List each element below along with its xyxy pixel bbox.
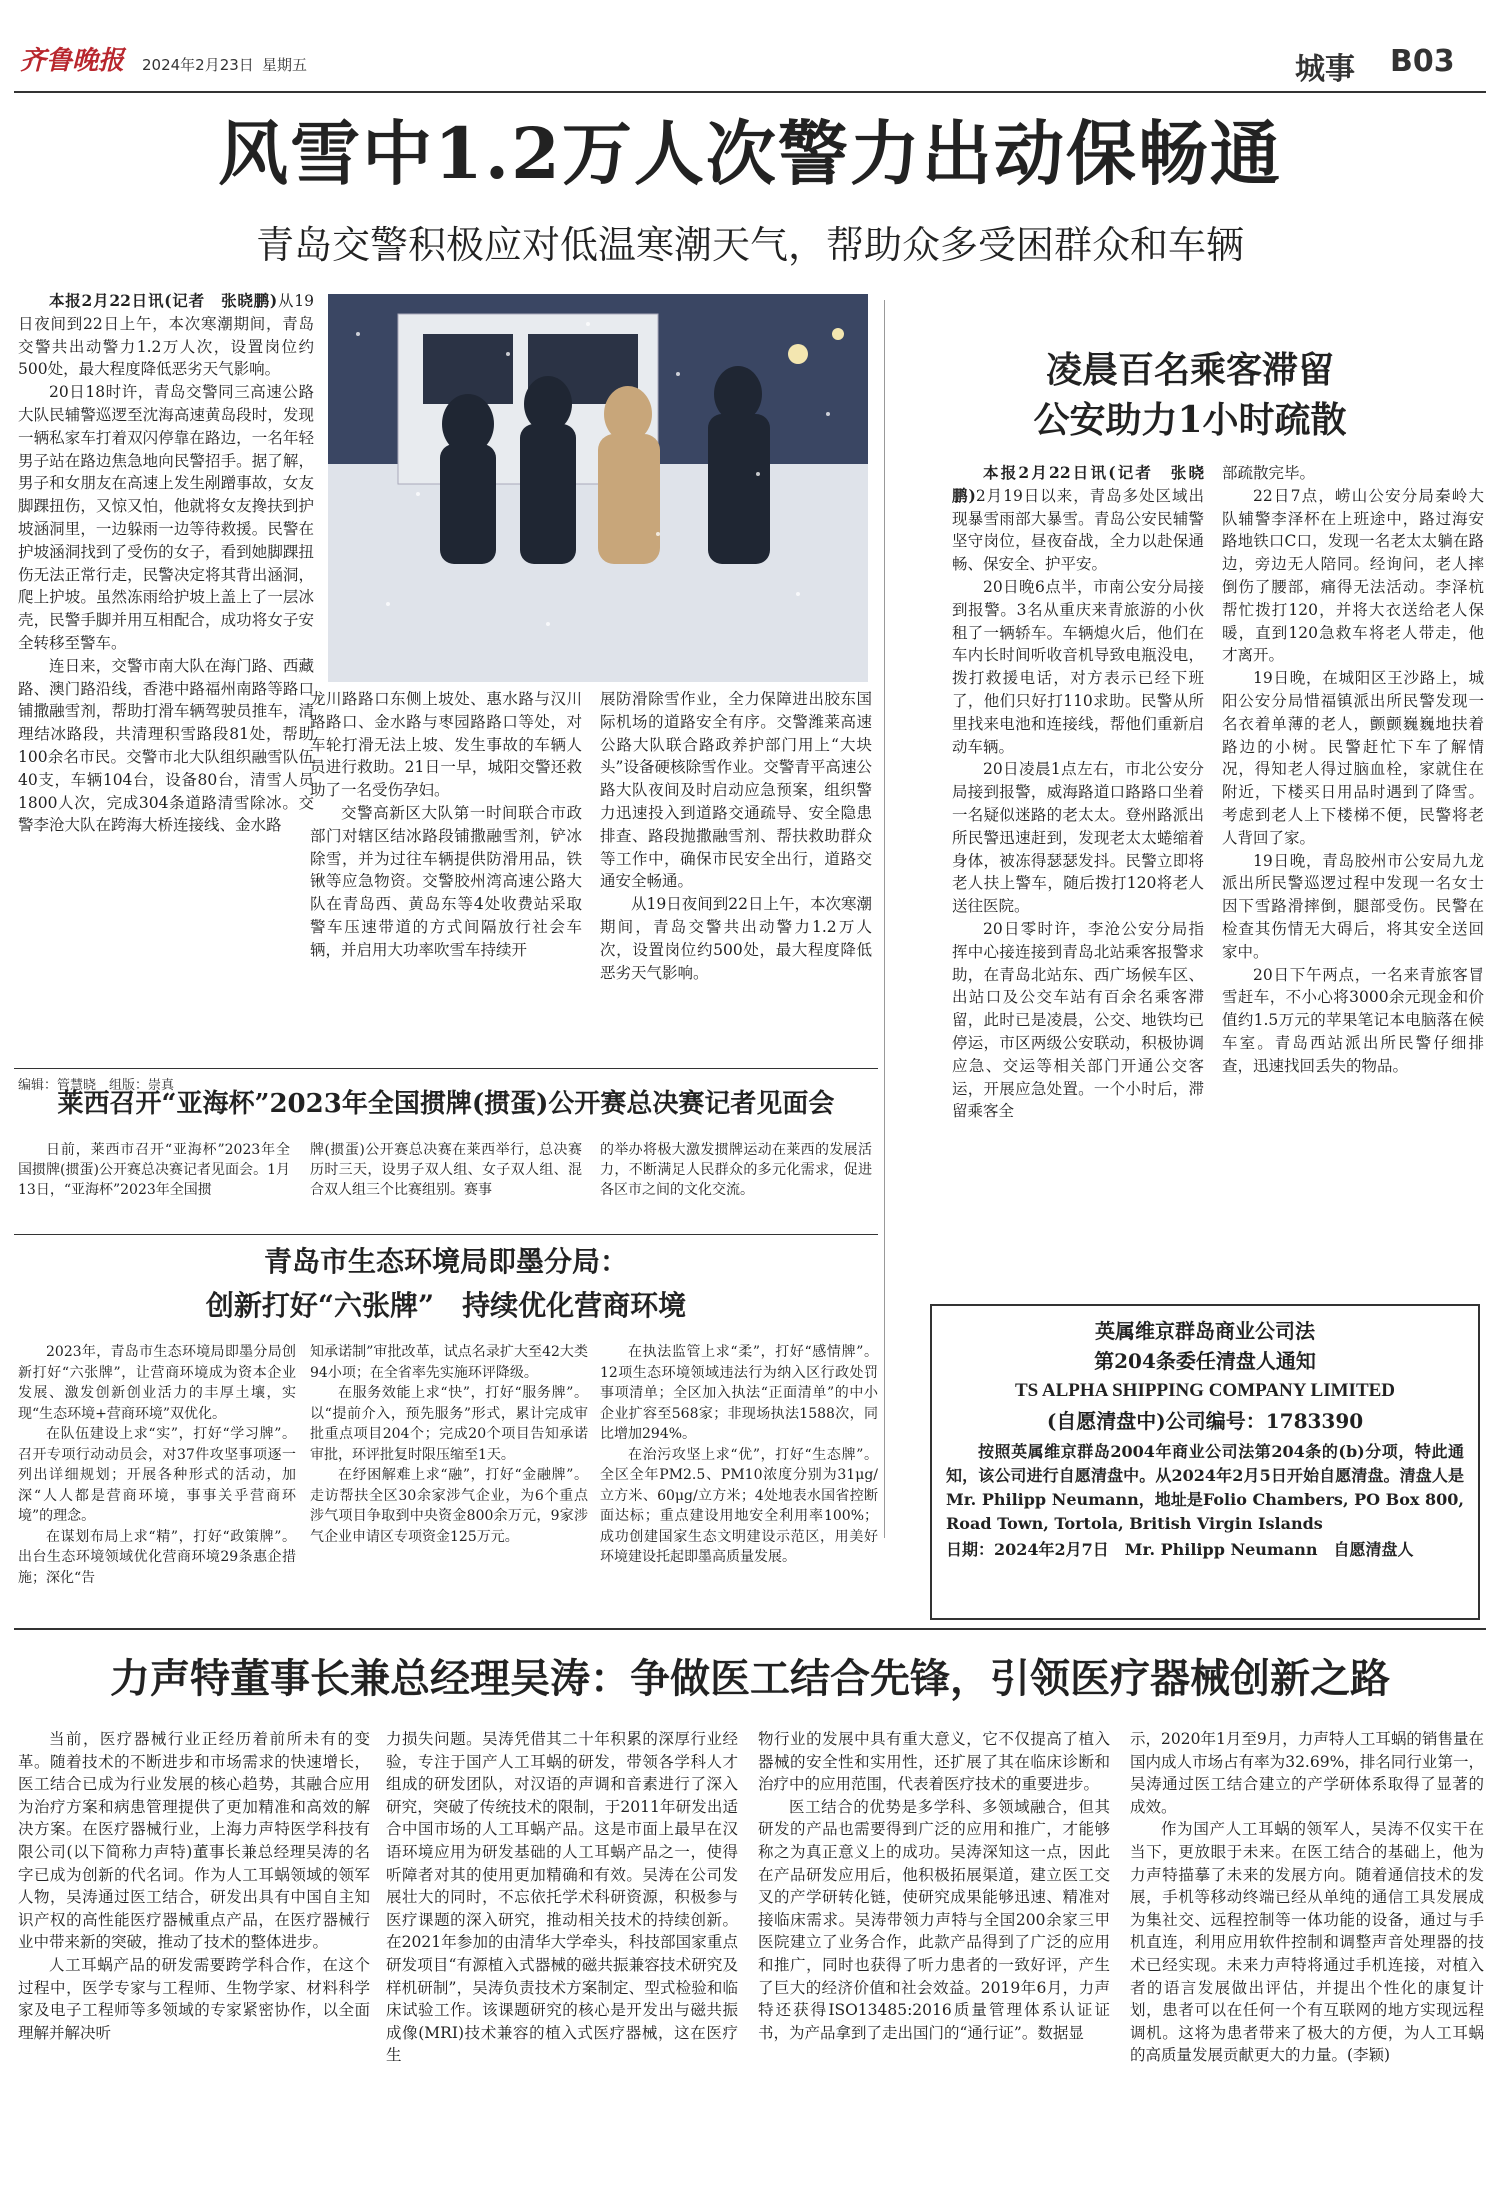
paragraph: 19日晚，在城阳区王沙路上，城阳公安分局惜福镇派出所民警发现一名衣着单薄的老人，颤颤巍巍地扶着路边的小树。民警赶忙下车了解情况，得知老人得过脑血栓，家就住在附近，下楼买日用品时遇到了降雪。考虑到老人上下楼梯不便，民警将老人背回了家。: [1222, 669, 1484, 847]
side-headline-line1: 凌晨百名乘客滞留: [1045, 349, 1334, 391]
paragraph: 交警高新区大队第一时间联合市政部门对辖区结冰路段铺撒融雪剂，铲冰除雪，并为过往车辆提供防滑用品，铁锹等应急物资。交警胶州湾高速公路大队在青岛西、黄岛东等4处收费站采取警车压速带道的方式间隔放行社会车辆，并启用大功率吹雪车持续开: [310, 803, 582, 959]
paragraph: 2023年，青岛市生态环境局即墨分局创新打好“六张牌”，让营商环境成为资本企业发展、激发创新创业活力的丰厚土壤，实现“生态环境+营商环境”双优化。: [18, 1344, 296, 1422]
main-story-lead: 从19日夜间到22日上午，本次寒潮期间，青岛交警共出动警力1.2万人次，设置岗位约500处，最大程度降低恶劣天气影响。: [18, 292, 314, 379]
side-headline-line2: 公安助力1小时疏散: [1033, 399, 1347, 441]
paragraph: 龙川路路口东侧上坡处、惠水路与汉川路路口、金水路与枣园路路口等处，对车轮打滑无法上坡、发生事故的车辆人员进行救助。21日一早，城阳交警还救助了一名受伤孕妇。: [310, 690, 582, 800]
lisheng-col1: [18, 1728, 370, 2198]
masthead-rule: [14, 91, 1486, 93]
paragraph: 20日零时许，李沧公安分局指挥中心接连接到青岛北站乘客报警求助，在青岛北站东、西广场候车区、出站口及公交车站有百余名乘客滞留，此时已是凌晨，公交、地铁均已停运，市区两级公安联动，积极协调应急、交运等相关部门开通公交客运，开展应急处置。一个小时后，滞留乘客全: [952, 919, 1204, 1121]
side-story-lead: 2月19日以来，青岛多处区域出现暴雪雨部大暴雪。青岛公安民辅警坚守岗位，昼夜奋战，全力以赴保通畅、保安全、护平安。: [952, 486, 1204, 574]
paragraph: 当前，医疗器械行业正经历着前所未有的变革。随着技术的不断进步和市场需求的快速增长，医工结合已成为行业发展的核心趋势，其融合应用为治疗方案和病患管理提供了更加精准和高效的解决方案。在医疗器械行业，上海力声特医学科技有限公司(以下简称力声特)董事长兼总经理吴涛的名字已成为创新的代名词。作为人工耳蜗领域的领军人物，吴涛通过医工结合，研发出具有中国自主知识产权的高性能医疗器械重点产品，在医疗器械行业中带来新的突破，推动了技术的整体进步。: [18, 1730, 370, 1952]
notice-title-1: 英属维京群岛商业公司法: [1095, 1319, 1315, 1343]
laixi-col1: [18, 1140, 290, 1230]
lisheng-col4: [1130, 1728, 1484, 2198]
paragraph: 物行业的发展中具有重大意义，它不仅提高了植入器械的安全性和实用性，还扩展了其在临床诊断和治疗中的应用范围，代表着医疗技术的重要进步。: [758, 1730, 1110, 1794]
paragraph: 在队伍建设上求“实”，打好“学习牌”。召开专项行动动员会，对37件攻坚事项逐一列出详细规划；开展各种形式的活动，加深“人人都是营商环境，事事关乎营商环境”的理念。: [18, 1426, 296, 1524]
paragraph: 医工结合的优势是多学科、多领域融合，但其研发的产品也需要得到广泛的应用和推广，才能够称之为真正意义上的成功。吴涛深知这一点，因此在产品研发应用后，他积极拓展渠道，建立医工交叉的产学研转化链，使研究成果能够迅速、精准对接临床需求。吴涛带领力声特与全国200余家三甲医院建立了业务合作，此款产品得到了广泛的应用和推广，同时也获得了听力患者的一致好评，产生了巨大的经济价值和社会效益。2019年6月，力声特还获得ISO13485:2016质量管理体系认证证书，为产品拿到了走出国门的“通行证”。数据显: [758, 1797, 1110, 2042]
laixi-col2: [310, 1140, 582, 1230]
lisheng-col2: [386, 1728, 738, 2198]
paragraph: 在治污攻坚上求“优”，打好“生态牌”。全区全年PM2.5、PM10浓度分别为31μg/立方米、60μg/立方米；4处地表水国省控断面达标；重点建设用地安全利用率100%；成功创建国家生态文明建设示范区，用美好环境建设托起即墨高质量发展。: [600, 1446, 878, 1565]
liquidation-notice: [930, 1304, 1480, 1620]
paragraph: 在纾困解难上求“融”，打好“金融牌”。走访帮扶全区30余家涉气企业，为6个重点涉气项目争取到中央资金800余万元，9家涉气企业申请区专项资金125万元。: [310, 1467, 588, 1545]
ecology-headline-line1: 青岛市生态环境局即墨分局：: [263, 1245, 628, 1278]
main-story-col2: [310, 688, 582, 1068]
paragraph: 在服务效能上求“快”，打好“服务牌”。以“提前介入，预先服务”形式，累计完成审批重点项目204个；完成20个项目告知承诺审批，环评批复时限压缩至1天。: [310, 1385, 588, 1463]
divider: [14, 1234, 878, 1235]
paragraph: 20日18时许，青岛交警同三高速公路大队民辅警巡逻至沈海高速黄岛段时，发现一辆私家车打着双闪停靠在路边，一名年轻男子站在路边焦急地向民警招手。据了解，男子和女朋友在高速上发生剐蹭事故，女友脚踝扭伤，又惊又怕，他就将女友搀扶到护坡涵洞里，一边躲雨一边等待救援。民警在护坡涵洞找到了受伤的女子，看到她脚踝扭伤无法正常行走，民警决定将其背出涵洞，爬上护坡。虽然冻雨给护坡上盖上了一层冰壳，民警手脚并用互相配合，成功将女子安全转移至警车。: [18, 383, 314, 652]
ecology-col2: [310, 1342, 588, 1622]
paragraph: 连日来，交警市南大队在海门路、西藏路、澳门路沿线，香港中路福州南路等路口铺撒融雪剂，帮助打滑车辆驾驶员推车，清理结冰路段，共清理积雪路段81处，帮助100余名市民。交警市北大队组织融雪队伍40支，车辆104台，设备80台，清雪人员1800人次，完成304条道路清雪除冰。交警李沧大队在跨海大桥连接线、金水路: [18, 656, 314, 835]
column-divider: [884, 300, 885, 1538]
ecology-headline-line2: 创新打好“六张牌” 持续优化营商环境: [205, 1289, 687, 1322]
paragraph: 19日晚，青岛胶州市公安局九龙派出所民警巡逻过程中发现一名女士因下雪路滑摔倒，腿部受伤。民警在检查其伤情无大碍后，将其安全送回家中。: [1222, 851, 1484, 961]
lisheng-col3: [758, 1728, 1110, 2198]
lisheng-headline: 力声特董事长兼总经理吴涛：争做医工结合先锋，引领医疗器械创新之路: [110, 1655, 1390, 1702]
main-story-byline: 本报2月22日讯(记者 张晓鹏): [49, 291, 278, 310]
main-story-col3: [600, 688, 872, 1068]
editor-credit: 编辑：管慧晓 组版：崇真: [18, 1078, 175, 1093]
laixi-col3: [600, 1140, 872, 1230]
paragraph: 在谋划布局上求“精”，打好“政策牌”。出台生态环境领域优化营商环境29条惠企措施；深化“告: [18, 1528, 296, 1586]
paragraph: 人工耳蜗产品的研发需要跨学科合作，在这个过程中，医学专家与工程师、生物学家、材料科学家及电子工程师等多领域的专家紧密协作，以全面理解并解决听: [18, 1955, 370, 2042]
paragraph: 力损失问题。吴涛凭借其二十年积累的深厚行业经验，专注于国产人工耳蜗的研发，带领各学科人才组成的研发团队，对汉语的声调和音素进行了深入研究，突破了传统技术的限制，于2011年研发出适合中国市场的人工耳蜗产品。这是市面上最早在汉语环境应用为研发基础的人工耳蜗产品之一，使得听障者对其的使用更加精确和有效。吴涛在公司发展壮大的同时，不忘依托学术科研资源，积极参与医疗课题的深入研究，推动相关技术的持续创新。在2021年参加的由清华大学牵头，科技部国家重点研发项目“有源植入式器械的磁共振兼容技术研究及样机研制”，吴涛负责技术方案制定、型式检验和临床试验工作。该课题研究的核心是开发出与磁共振成像(MRI)技术兼容的植入式医疗器械，这在医疗生: [386, 1730, 738, 2065]
paragraph: 从19日夜间到22日上午，本次寒潮期间，青岛交警共出动警力1.2万人次，设置岗位约500处，最大程度降低恶劣天气影响。: [600, 895, 872, 982]
ecology-col3: [600, 1342, 878, 1622]
notice-body: 按照英属维京群岛2004年商业公司法第204条的(b)分项，特此通知，该公司进行自愿清盘中。从2024年2月5日开始自愿清盘。清盘人是Mr. Philipp Neumann，地址是Folio Chambers, PO Box 800, Road Town, Tortola, British Virgin Islands: [946, 1442, 1464, 1533]
ecology-col1: [18, 1342, 296, 1622]
side-story-byline: 本报2月22日讯(记者 张晓鹏): [952, 463, 1204, 505]
section-name: 城事: [1295, 52, 1355, 87]
paragraph: 20日凌晨1点左右，市北公安分局接到报警，威海路道口路路口坐着一名疑似迷路的老太太。登州路派出所民警迅速赶到，发现老太太蜷缩着身体，被冻得瑟瑟发抖。民警立即将老人扶上警车，随后拨打120将老人送往医院。: [952, 760, 1204, 916]
main-story-col1: [18, 290, 314, 1200]
divider: [14, 1068, 878, 1069]
page-number: B03: [1390, 44, 1455, 79]
notice-title-3: TS ALPHA SHIPPING COMPANY LIMITED: [1014, 1380, 1396, 1401]
paragraph: 示，2020年1月至9月，力声特人工耳蜗的销售量在国内成人市场占有率为32.69%，排名同行业第一，吴涛通过医工结合建立的产学研体系取得了显著的成效。: [1130, 1730, 1484, 1816]
laixi-headline: 莱西召开“亚海杯”2023年全国掼牌(掼蛋)公开赛总决赛记者见面会: [57, 1089, 835, 1119]
paragraph: 展防滑除雪作业，全力保障进出胶东国际机场的道路安全有序。交警潍莱高速公路大队联合路政养护部门用上“大块头”设备硬核除雪作业。交警青平高速公路大队夜间及时启动应急预案，组织警力迅速投入到道路交通疏导、安全隐患排查、路段抛撒融雪剂、帮扶救助群众等工作中，确保市民安全出行，道路交通安全畅通。: [600, 690, 872, 891]
issue-weekday: 星期五: [262, 56, 308, 74]
paragraph: 牌(掼蛋)公开赛总决赛在莱西举行，总决赛历时三天，设男子双人组、女子双人组、混合双人组三个比赛组别。赛事: [310, 1142, 582, 1198]
paragraph: 20日下午两点，一名来青旅客冒雪赶车，不小心将3000余元现金和价值约1.5万元的苹果笔记本电脑落在候车室。青岛西站派出所民警仔细排查，迅速找回丢失的物品。: [1222, 965, 1484, 1075]
issue-date: 2024年2月23日: [142, 56, 254, 74]
paragraph: 在执法监管上求“柔”，打好“感情牌”。12项生态环境领域违法行为纳入区行政处罚事项清单；全区加入执法“正面清单”的中小企业扩容至568家；非现场执法1588次，同比增加294%。: [600, 1344, 878, 1442]
newspaper-logo: 齐鲁晚报: [20, 46, 125, 76]
paragraph: 20日晚6点半，市南公安分局接到报警。3名从重庆来青旅游的小伙租了一辆轿车。车辆熄火后，他们在车内长时间听收音机导致电瓶没电，拨打救援电话，对方表示已经下班了，他们只好打110求助。民警从所里找来电池和连接线，帮他们重新启动车辆。: [952, 577, 1204, 756]
main-subheadline: 青岛交警积极应对低温寒潮天气，帮助众多受困群众和车辆: [255, 223, 1244, 267]
paragraph: 的举办将极大激发掼牌运动在莱西的发展活力，不断满足人民群众的多元化需求，促进各区市之间的文化交流。: [600, 1142, 872, 1198]
paragraph: 部疏散完毕。: [1222, 464, 1316, 482]
divider: [14, 1628, 1486, 1630]
notice-title-4: (自愿清盘中)公司编号：1783390: [1046, 1409, 1364, 1433]
paragraph: 日前，莱西市召开“亚海杯”2023年全国掼牌(掼蛋)公开赛总决赛记者见面会。1月13日，“亚海杯”2023年全国掼: [18, 1142, 290, 1198]
paragraph: 作为国产人工耳蜗的领军人，吴涛不仅实干在当下，更放眼于未来。在医工结合的基础上，他为力声特描摹了未来的发展方向。随着通信技术的发展，手机等移动终端已经从单纯的通信工具发展成为集社交、远程控制等一体功能的设备，通过与手机直连，利用应用软件控制和调整声音处理器的技术已经实现。未来力声特将通过手机连接，对植入者的语言发展做出评估，并提出个性化的康复计划，患者可以在任何一个有互联网的地方实现远程调机。这将为患者带来了极大的方便，为人工耳蜗的高质量发展贡献更大的力量。(李颖): [1130, 1820, 1484, 2065]
notice-footer: 日期：2024年2月7日 Mr. Philipp Neumann 自愿清盘人: [946, 1540, 1414, 1559]
main-headline: 风雪中1.2万人次警力出动保畅通: [218, 112, 1282, 195]
news-photo: [328, 294, 868, 682]
snow-rescue-photo: [328, 294, 868, 682]
notice-title-2: 第204条委任清盘人通知: [1094, 1349, 1316, 1373]
paragraph: 知承诺制”审批改革，试点名录扩大至42大类94小项；在全省率先实施环评降级。: [310, 1344, 588, 1381]
paragraph: 22日7点，崂山公安分局秦岭大队辅警李泽杯在上班途中，路过海安路地铁口C口，发现一名老太太躺在路边，旁边无人陪同。经询问，老人摔倒伤了腰部，痛得无法活动。李泽杭帮忙拨打120，并将大衣送给老人保暖，直到120急救车将老人带走，他才离开。: [1222, 486, 1484, 665]
